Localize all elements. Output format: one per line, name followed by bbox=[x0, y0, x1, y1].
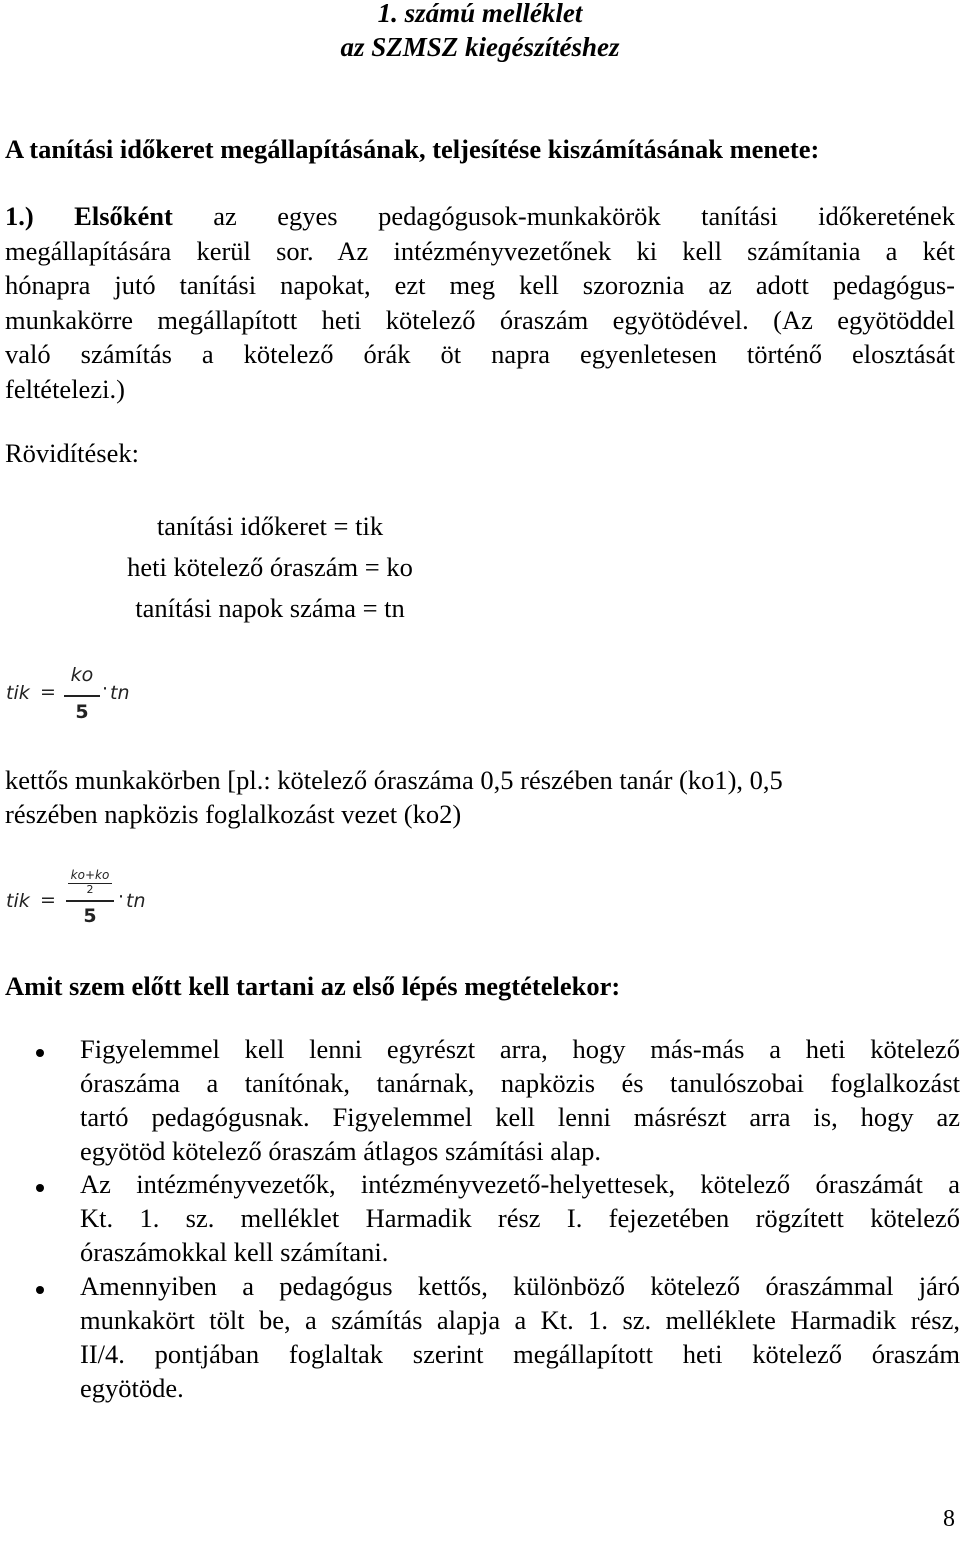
formula2-lhs: tik bbox=[6, 890, 30, 912]
intro-line-5: való számítás a kötelező órák öt napra egyenletesen történő elosztását bbox=[5, 339, 955, 369]
bullet-dot bbox=[36, 1286, 44, 1294]
formula2-denominator: 5 bbox=[83, 905, 97, 927]
formula2-rhs: tn bbox=[126, 890, 146, 912]
abbreviations-label: Rövidítések: bbox=[5, 438, 139, 468]
formula2-inner-denominator: 2 bbox=[86, 883, 94, 896]
formula1-fraction-bar bbox=[64, 695, 100, 697]
formula1-numerator: ko bbox=[70, 664, 94, 686]
notes-heading: Amit szem előtt kell tartani az első lépés megtételekor: bbox=[5, 971, 621, 1001]
formula-tik-double-role bbox=[6, 868, 156, 934]
abbr-item-tn: tanítási napok száma = tn bbox=[135, 593, 405, 623]
double-role-line-1: kettős munkakörben [pl.: kötelező óraszáma 0,5 részében tanár (ko1), 0,5 bbox=[5, 765, 783, 795]
bullet-item-2: Az intézményvezetők, intézményvezető-helyettesek, kötelező óraszámát a Kt. 1. sz. melléklet Harmadik rész I. fejezetében rögzített kötelező óraszámokkal kell számítani. bbox=[80, 1169, 960, 1267]
formula2-dot: · bbox=[118, 886, 125, 908]
formula-tik-basic bbox=[6, 664, 136, 728]
formula2-equals: = bbox=[40, 889, 56, 911]
formula1-dot: · bbox=[102, 678, 109, 700]
double-role-paragraph bbox=[5, 763, 783, 831]
document-title bbox=[0, 0, 960, 64]
intro-bold-lead: 1.) Elsőként bbox=[5, 201, 173, 231]
intro-line-4: munkakörre megállapított heti kötelező óraszám egyötödével. (Az egyötöddel bbox=[5, 304, 955, 335]
abbreviations-list bbox=[0, 506, 540, 629]
abbr-item-tik: tanítási időkeret = tik bbox=[156, 511, 384, 541]
formula1-lhs: tik bbox=[6, 682, 30, 704]
intro-line-1: 1.) Elsőként az egyes pedagógusok-munkakörök tanítási időkeretének bbox=[5, 201, 955, 231]
abbr-item-ko: heti kötelező óraszám = ko bbox=[127, 552, 413, 582]
formula1-equals: = bbox=[40, 681, 56, 703]
intro-paragraph bbox=[5, 199, 955, 406]
formula1-rhs: tn bbox=[110, 682, 130, 704]
page-number: 8 bbox=[943, 1506, 955, 1532]
bullet-item-3: Amennyiben a pedagógus kettős, különböző kötelező óraszámmal járó munkakört tölt be, a számítás alapja a Kt. 1. sz. melléklete Harmadik rész, II/4. pontjában foglaltak szerint megállapított heti kötelező óraszám egyötöde. bbox=[80, 1271, 960, 1403]
bullet-item-1: Figyelemmel kell lenni egyrészt arra, hogy más-más a heti kötelező óraszáma a tanítónak, tanárnak, napközis és tanulószobai foglalkozást tartó pedagógusnak. Figyelemmel kell lenni másrészt arra is, hogy az egyötöd kötelező óraszám átlagos számítási alap. bbox=[80, 1034, 960, 1166]
formula2-fraction-bar bbox=[66, 900, 114, 902]
section-heading: A tanítási időkeret megállapításának, teljesítése kiszámításának menete: bbox=[5, 134, 820, 164]
intro-line-3: hónapra jutó tanítási napokat, ezt meg kell szoroznia az adott pedagógus- bbox=[5, 270, 955, 300]
bullet-dot bbox=[36, 1184, 44, 1192]
formula1-denominator: 5 bbox=[75, 701, 89, 723]
title-line-2: az SZMSZ kiegészítéshez bbox=[340, 32, 620, 62]
intro-line-2: megállapítására kerül sor. Az intézményvezetőnek ki kell számítania a két bbox=[5, 235, 955, 266]
double-role-line-2: részében napközis foglalkozást vezet (ko2) bbox=[5, 799, 462, 829]
bullet-dot bbox=[36, 1049, 44, 1057]
formula2-inner-numerator: ko+ko bbox=[70, 868, 110, 882]
title-line-1: 1. számú melléklet bbox=[377, 0, 583, 28]
intro-line-6: feltételezi.) bbox=[5, 373, 125, 404]
